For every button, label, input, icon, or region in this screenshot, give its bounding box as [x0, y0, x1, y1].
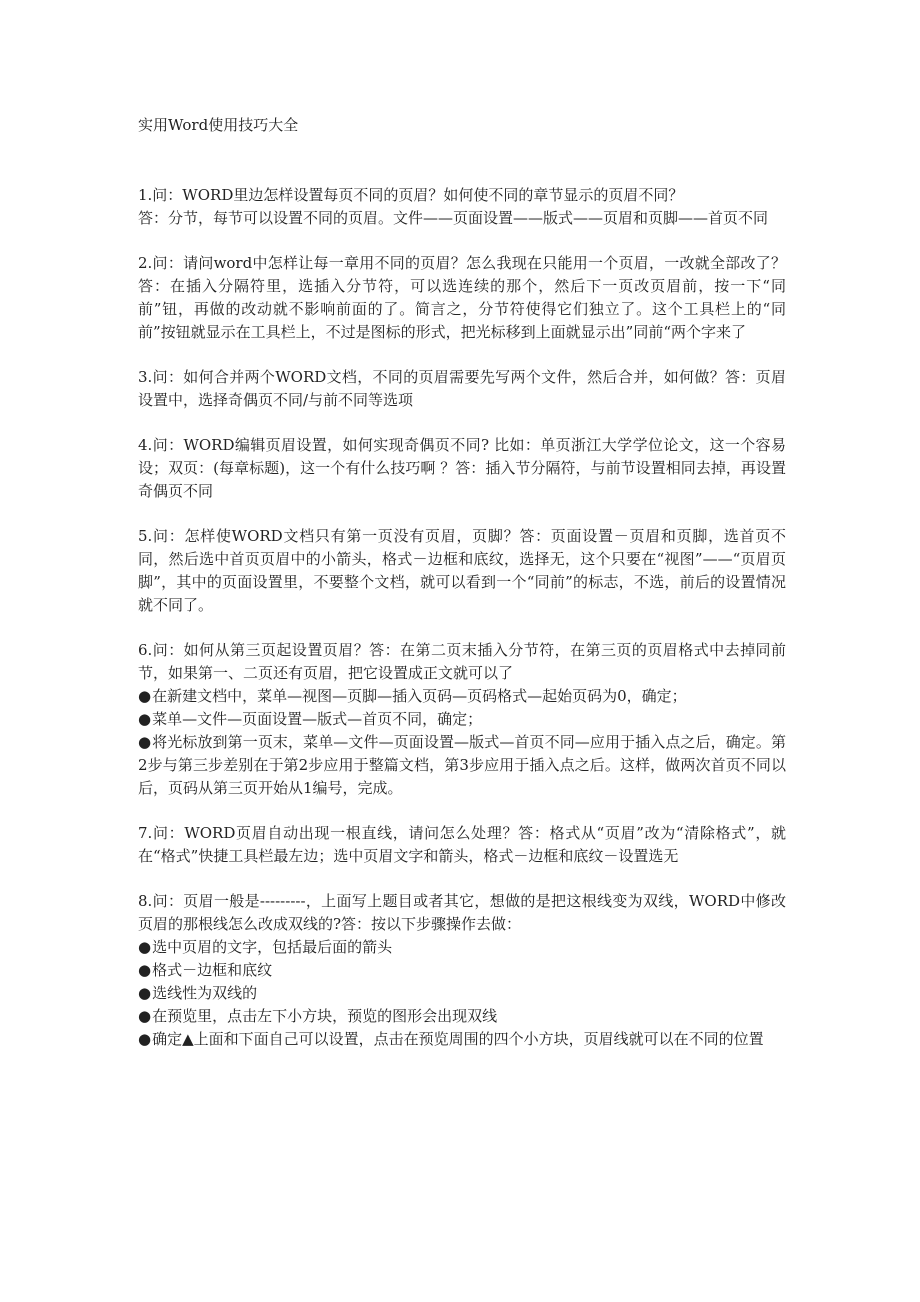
qa-paragraph: 6.问：如何从第三页起设置页眉？答：在第二页末插入分节符，在第三页的页眉格式中去掉同前节，如果第一、二页还有页眉，把它设置成正文就可以了	[138, 641, 786, 682]
bullet-item	[138, 936, 786, 959]
bullet-dot: ●	[138, 710, 152, 728]
qa-item-6	[138, 639, 786, 800]
bullet-item	[138, 685, 786, 708]
qa-paragraph: 4.问：WORD编辑页眉设置，如何实现奇偶页不同? 比如：单页浙江大学学位论文，这一个容易设；双页：(每章标题)，这一个有什么技巧啊 ？答：插入节分隔符，与前节设置相同去掉，再设置奇偶页不同	[138, 436, 786, 500]
qa-paragraph: 3.问：如何合并两个WORD文档，不同的页眉需要先写两个文件，然后合并，如何做？答：页眉设置中，选择奇偶页不同/与前不同等选项	[138, 368, 786, 409]
bullet-dot: ●	[138, 687, 152, 705]
qa-item-2	[138, 252, 786, 344]
bullet-text: 选中页眉的文字，包括最后面的箭头	[152, 938, 393, 956]
document-body	[138, 184, 786, 1073]
bullet-item	[138, 959, 786, 982]
qa-paragraph: 答：分节，每节可以设置不同的页眉。文件——页面设置——版式——页眉和页脚——首页不同	[138, 209, 769, 227]
qa-paragraph: 5.问：怎样使WORD文档只有第一页没有页眉，页脚？答：页面设置－页眉和页脚，选首页不同，然后选中首页页眉中的小箭头，格式－边框和底纹，选择无，这个只要在“视图”——“页眉页脚”，其中的页面设置里，不要整个文档，就可以看到一个“同前”的标志，不选，前后的设置情况就不同了。	[138, 527, 786, 614]
qa-item-3	[138, 366, 786, 412]
bullet-item	[138, 708, 786, 731]
qa-item-1	[138, 184, 786, 230]
bullet-item	[138, 731, 786, 800]
bullet-dot: ●	[138, 1030, 152, 1048]
bullet-text: 选线性为双线的	[152, 984, 258, 1002]
bullet-item	[138, 982, 786, 1005]
qa-paragraph: 1.问：WORD里边怎样设置每页不同的页眉？如何使不同的章节显示的页眉不同？	[138, 186, 684, 204]
qa-item-4	[138, 434, 786, 503]
bullet-dot: ●	[138, 961, 152, 979]
qa-item-8	[138, 890, 786, 1051]
bullet-dot: ●	[138, 1007, 152, 1025]
bullet-text: 格式－边框和底纹	[152, 961, 273, 979]
bullet-text: 确定▲上面和下面自己可以设置，点击在预览周围的四个小方块，页眉线就可以在不同的位置	[152, 1030, 764, 1048]
bullet-dot: ●	[138, 938, 152, 956]
qa-item-7	[138, 822, 786, 868]
qa-paragraph: 7.问：WORD页眉自动出现一根直线，请问怎么处理？答：格式从“页眉”改为“清除格式”，就在“格式”快捷工具栏最左边；选中页眉文字和箭头，格式－边框和底纹－设置选无	[138, 824, 786, 865]
document-title: 实用Word使用技巧大全	[138, 116, 299, 134]
bullet-dot: ●	[138, 984, 152, 1002]
bullet-item	[138, 1005, 786, 1028]
bullet-text: 菜单—文件—页面设置—版式—首页不同，确定；	[152, 710, 483, 728]
bullet-text: 在新建文档中，菜单—视图—页脚—插入页码—页码格式—起始页码为0，确定；	[152, 687, 687, 705]
qa-paragraph: 2.问：请问word中怎样让每一章用不同的页眉？怎么我现在只能用一个页眉，一改就全部改了？答：在插入分隔符里，选插入分节符，可以选连续的那个，然后下一页改页眉前，按一下“同前”钮，再做的改动就不影响前面的了。简言之，分节符使得它们独立了。这个工具栏上的“同前”按钮就显示在工具栏上，不过是图标的形式，把光标移到上面就显示出”同前“两个字来了	[138, 254, 786, 341]
bullet-text: 将光标放到第一页末，菜单—文件—页面设置—版式—首页不同—应用于插入点之后，确定。第2步与第三步差别在于第2步应用于整篇文档，第3步应用于插入点之后。这样，做两次首页不同以后，页码从第三页开始从1编号，完成。	[138, 733, 786, 797]
bullet-dot: ●	[138, 733, 152, 751]
bullet-item	[138, 1028, 786, 1051]
qa-paragraph: 8.问：页眉一般是---------，上面写上题目或者其它，想做的是把这根线变为双线，WORD中修改页眉的那根线怎么改成双线的?答：按以下步骤操作去做：	[138, 892, 786, 933]
bullet-text: 在预览里，点击左下小方块，预览的图形会出现双线	[152, 1007, 498, 1025]
qa-item-5	[138, 525, 786, 617]
